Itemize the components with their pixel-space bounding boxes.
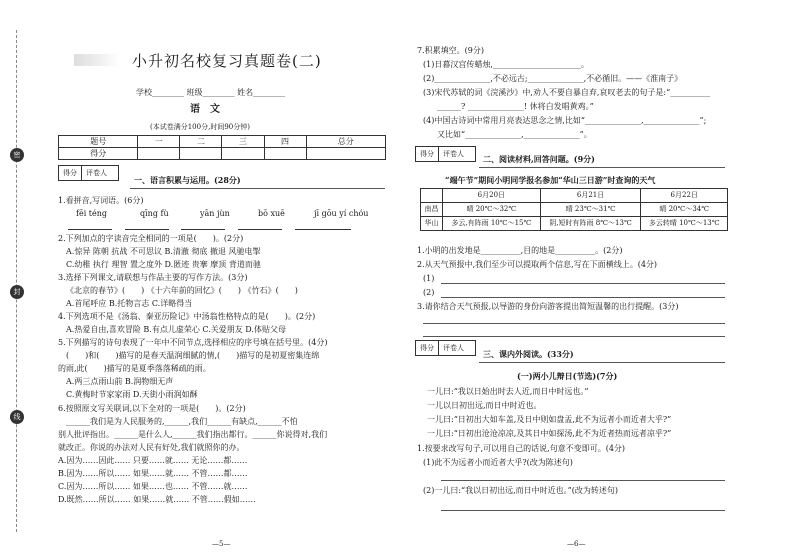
student-info: 学校________ 班级________ 姓名________ — [136, 88, 286, 97]
score-cell[interactable] — [264, 148, 306, 160]
passage-line: 一儿以日初出远,而日中时近也。 — [427, 401, 542, 410]
pinyin: jī gōu yí chóu — [314, 209, 369, 218]
question-text: (3)宋代苏轼的词《浣溪沙》中,劝人不要自暴自弃,哀叹老去的句子是:“__________ — [423, 88, 711, 97]
score-header: 四 — [264, 136, 306, 148]
pinyin: bō xuē — [258, 209, 285, 218]
weather-cell: 晴 20℃～34℃ — [641, 203, 728, 217]
score-header: 题号 — [59, 136, 138, 148]
options: C.黄梅时节家家雨 D.天街小雨润如酥 — [66, 390, 198, 399]
question-text: (1)日暮汉宫传蜡烛,______________________。 — [423, 60, 589, 69]
divider — [479, 167, 725, 168]
weather-cell: 阴,短时有阵雨 8℃～13℃ — [540, 217, 641, 231]
section-heading: 二、阅读材料,回答问题。(9分) — [483, 154, 595, 164]
section-heading: 三、课内外阅读。(33分) — [483, 349, 574, 359]
option-c: C.因为……所以…… 如果……也…… 不管……就…… — [58, 482, 248, 491]
exam-title: 小升初名校复习真题卷(二) — [132, 52, 322, 70]
grader-box — [415, 146, 476, 162]
question: 3.请你结合天气预报,以导游的身份向游客提出简短温馨的出行提醒。(3分) — [417, 302, 679, 311]
question-text: 别人批评指出。______是什么人,______我们指出都行。______你说得对,我们 — [58, 430, 328, 439]
grader-score-label: 得分 — [416, 147, 439, 161]
title-decoration — [74, 54, 120, 66]
binding-line — [16, 30, 26, 532]
score-header: 一 — [138, 136, 180, 148]
exam-note: (本试卷满分100分,时间90分钟) — [150, 123, 250, 131]
score-header: 二 — [180, 136, 222, 148]
score-header: 三 — [222, 136, 264, 148]
options: C.幼稚 执行 理智 置之度外 D.匿迹 贵搴 摩顶 背道而驰 — [66, 260, 261, 269]
question: 5.下列描写的诗句表现了一年中不同节点,选择相应的序号填在括号里。(4分) — [58, 338, 328, 347]
question-text: 就改正。你说的办法对人民有好处,我们就照你的办。 — [58, 443, 245, 452]
divider — [130, 188, 385, 189]
weather-corner — [421, 189, 443, 203]
weather-cell: 多云转晴 10℃～13℃ — [641, 217, 728, 231]
grader-score-label: 得分 — [59, 166, 82, 180]
question: 4.下列选项不是《汤翁、秦亚历险记》中汤翁性格特点的是( )。(2分) — [58, 312, 316, 321]
grader-name-label: 评卷人 — [443, 344, 464, 352]
weather-row — [421, 203, 728, 217]
score-cell[interactable] — [222, 148, 264, 160]
question: 6.按照原文写关联词,以下全对的一项是( )。(2分) — [58, 404, 246, 413]
question: 3.选择下列课文,请联想与作品主要的写作方法。(3分) — [58, 273, 248, 282]
question-text: ______? ______________! 休将白发唱黄鸡。” — [437, 102, 594, 111]
score-row-label: 得分 — [59, 148, 138, 160]
weather-title: “端午节”期间小明同学报名参加“华山三日游”时查询的天气 — [445, 175, 656, 185]
weather-row — [421, 217, 728, 231]
grader-name-label: 评卷人 — [86, 169, 107, 177]
binding-hole: 线 — [10, 410, 24, 424]
pinyin: yān jùn — [200, 209, 230, 218]
question-text: (2)一儿曰:“我以日初出远,而日中时近也。”(改为转述句) — [423, 486, 618, 495]
question: 1.小明的出发地是__________,目的地是__________。(2分) — [417, 246, 623, 255]
weather-cell: 晴 20℃～32℃ — [443, 203, 541, 217]
question: 2.从天气预报中,我们至少可以提取两个信息,写在下面横线上。(4分) — [417, 260, 658, 269]
binding-hole: 密 — [10, 148, 24, 162]
option-b: B.因为……所以…… 如果……就…… 不管……都…… — [58, 469, 248, 478]
page-number: —5— — [212, 540, 231, 548]
score-value-row — [59, 148, 386, 160]
options: A.惊异 陈朝 抗战 不可思议 B.清澈 彻底 撤退 风驰电掣 — [66, 247, 261, 256]
question-text: ______我们是为人民服务的,______,我们______有缺点,______不怕 — [66, 417, 298, 426]
question: 2.下列加点的字读音完全相同的一项是( )。(2分) — [58, 234, 244, 243]
question: 1.按要求改写句子,可以用自己的话说,句意不变即可。(4分) — [417, 444, 626, 453]
options: A.热爱自由,喜欢冒险 B.有点儿虚荣心 C.关爱朋友 D.体贴父母 — [66, 325, 286, 334]
score-header-row — [59, 136, 386, 148]
score-cell[interactable] — [138, 148, 180, 160]
score-cell[interactable] — [306, 148, 385, 160]
binding-hole: 封 — [10, 285, 24, 299]
section-heading: 一、语言积累与运用。(28分) — [134, 175, 241, 185]
options: A.首尾呼应 B.托物言志 C.详略得当 — [66, 299, 193, 308]
question: 1.看拼音,写词语。(6分) — [58, 196, 144, 205]
score-header: 总分 — [306, 136, 385, 148]
question-text: ( )和( )描写的是春天温润细腻的情,( )描写的是初夏密集连绵 — [66, 351, 320, 360]
pinyin: qīng fù — [140, 209, 169, 218]
weather-table — [420, 188, 728, 231]
passage-line: 一儿曰:“我以日始出时去人近,而日中时远也。” — [427, 387, 589, 396]
question-text: 的雨,此( )描写的是夏季落落稀疏的雨。 — [58, 364, 211, 373]
grader-score-label: 得分 — [416, 341, 439, 355]
passage-line: 一儿曰:“日初出大如车盖,及日中则如盘盂,此不为远者小而近者大乎?” — [427, 415, 672, 424]
question-text: (2)______________,不必远古;______________,不必循旧。——《淮南子》 — [423, 74, 683, 83]
pinyin: fēi téng — [76, 209, 108, 218]
right-page — [397, 0, 794, 552]
passage-title: (一)两小儿辩日(节选)(7分) — [517, 371, 618, 381]
page-number: —6— — [567, 540, 586, 548]
weather-date: 6月20日 — [443, 189, 541, 203]
answer-label: (2) — [423, 288, 435, 297]
question-text: (4)中国古诗词中常用月亮表达思念之情,比如“______________,______________”; — [423, 116, 707, 125]
answer-label: (1) — [423, 274, 435, 283]
option-d: D.既然……所以…… 如果……就…… 不管……假如…… — [58, 495, 256, 504]
option-a: A.因为……因此…… 只要……就…… 无论……都…… — [58, 456, 248, 465]
grader-name-label: 评卷人 — [443, 150, 464, 158]
weather-cell: 晴 23℃～31℃ — [540, 203, 641, 217]
score-cell[interactable] — [180, 148, 222, 160]
weather-place: 南昌 — [421, 203, 443, 217]
options: 《北京的春节》( ) 《十六年前的回忆》( ) 《竹石》( ) — [66, 286, 298, 295]
question-text: 又比如“______________,______________”。 — [437, 130, 592, 139]
question: 7.积累填空。(9分) — [417, 46, 484, 55]
passage-line: 一儿曰:“日初出沧沧凉凉,及其日中如探汤,此不为近者热而远者凉乎?” — [427, 429, 672, 438]
weather-header-row — [421, 189, 728, 203]
grader-box — [58, 165, 119, 181]
options: A.两三点雨山前 B.润物细无声 — [66, 377, 174, 386]
answer-boxes — [68, 220, 351, 230]
weather-date: 6月21日 — [540, 189, 641, 203]
weather-date: 6月22日 — [641, 189, 728, 203]
score-table — [58, 135, 386, 160]
subject-heading: 语文 — [190, 104, 230, 115]
weather-place: 华山 — [421, 217, 443, 231]
weather-cell: 多云,有阵雨 10℃～15℃ — [443, 217, 541, 231]
question-text: (1)此不为远者小而近者大乎?(改为陈述句) — [423, 458, 573, 467]
